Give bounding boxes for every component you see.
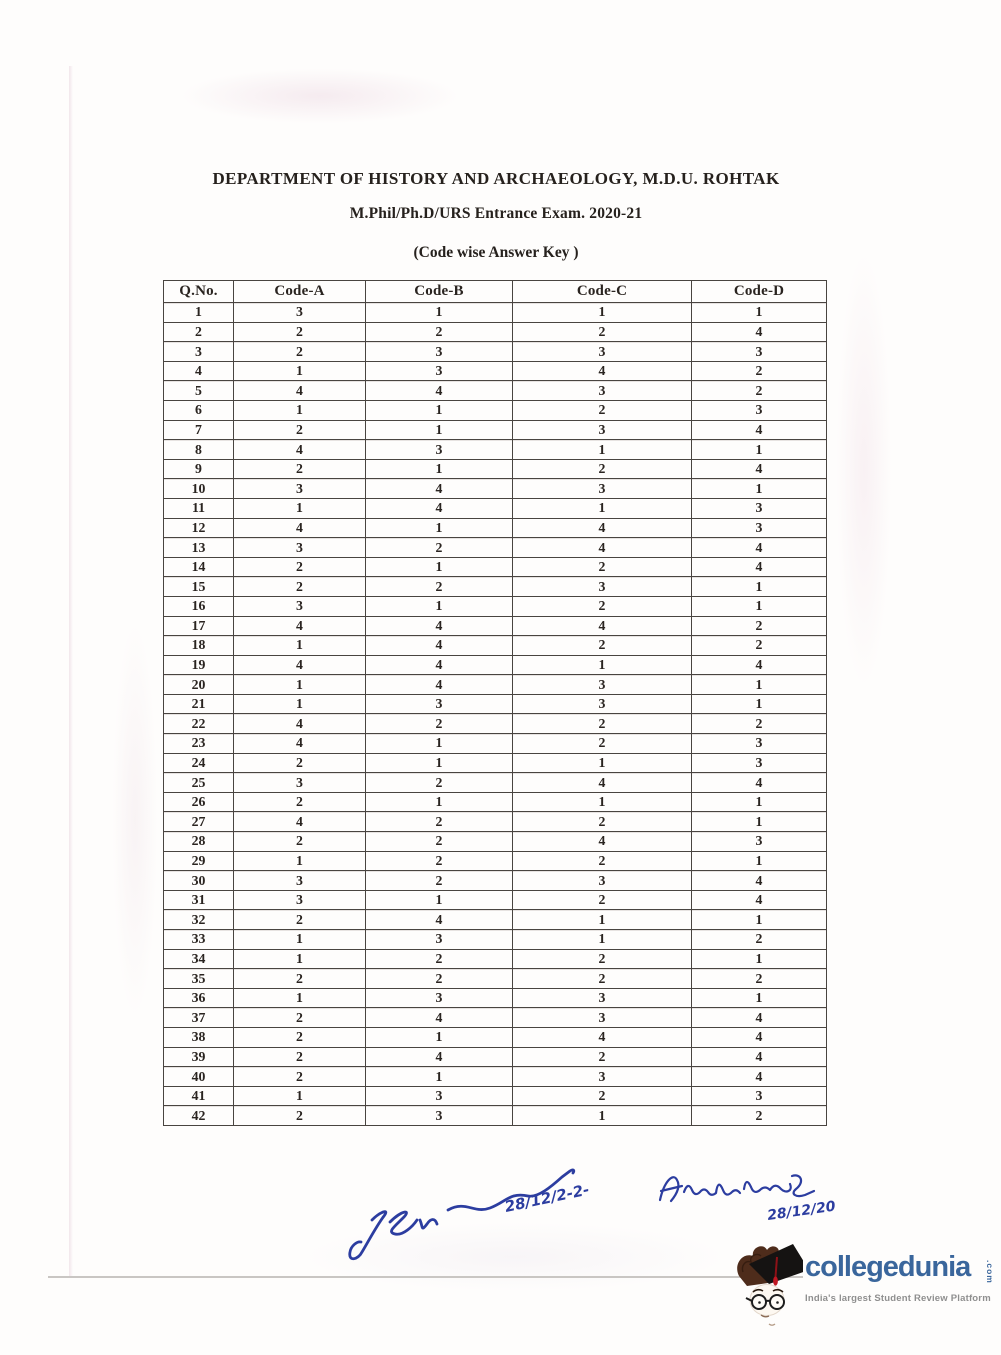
answer-cell: 4 — [692, 773, 827, 793]
table-row — [164, 1086, 827, 1106]
answer-cell: 4 — [366, 655, 513, 675]
answer-cell: 3 — [513, 871, 692, 891]
question-number-cell: 41 — [164, 1086, 234, 1106]
answer-cell: 1 — [366, 890, 513, 910]
question-number-cell: 24 — [164, 753, 234, 773]
answer-cell: 1 — [366, 1027, 513, 1047]
question-number-cell: 1 — [164, 303, 234, 323]
answer-cell: 4 — [234, 655, 366, 675]
answer-cell: 3 — [234, 303, 366, 323]
scan-smudge — [112, 620, 158, 1020]
answer-cell: 4 — [692, 871, 827, 891]
table-row — [164, 1047, 827, 1067]
question-number-cell: 11 — [164, 498, 234, 518]
answer-cell: 2 — [234, 322, 366, 342]
answer-cell: 3 — [513, 1008, 692, 1028]
answer-cell: 1 — [513, 303, 692, 323]
answer-cell: 4 — [513, 538, 692, 558]
answer-cell: 2 — [513, 851, 692, 871]
answer-cell: 1 — [513, 792, 692, 812]
question-number-cell: 32 — [164, 910, 234, 930]
answer-cell: 2 — [234, 1106, 366, 1126]
answer-cell: 2 — [234, 1008, 366, 1028]
left-signature-date: 28/12/2-2- — [503, 1180, 591, 1216]
question-number-cell: 36 — [164, 988, 234, 1008]
answer-cell: 3 — [366, 1086, 513, 1106]
answer-cell: 4 — [692, 1067, 827, 1087]
answer-cell: 1 — [692, 812, 827, 832]
answer-cell: 1 — [513, 910, 692, 930]
answer-cell: 1 — [234, 851, 366, 871]
table-row — [164, 498, 827, 518]
question-number-cell: 8 — [164, 440, 234, 460]
answer-cell: 3 — [234, 596, 366, 616]
answer-cell: 4 — [234, 812, 366, 832]
answer-cell: 1 — [513, 753, 692, 773]
answer-cell: 1 — [366, 420, 513, 440]
answer-cell: 2 — [366, 851, 513, 871]
column-header-code-d: Code-D — [692, 281, 827, 303]
answer-cell: 3 — [234, 538, 366, 558]
answer-cell: 1 — [234, 694, 366, 714]
answer-cell: 2 — [513, 1086, 692, 1106]
question-number-cell: 25 — [164, 773, 234, 793]
answer-cell: 3 — [234, 773, 366, 793]
question-number-cell: 13 — [164, 538, 234, 558]
answer-cell: 1 — [692, 910, 827, 930]
answer-cell: 2 — [366, 969, 513, 989]
table-row — [164, 361, 827, 381]
answer-cell: 4 — [366, 910, 513, 930]
answer-cell: 1 — [234, 988, 366, 1008]
question-number-cell: 7 — [164, 420, 234, 440]
answer-cell: 4 — [692, 1008, 827, 1028]
table-row — [164, 557, 827, 577]
answer-cell: 2 — [513, 1047, 692, 1067]
answer-cell: 2 — [692, 969, 827, 989]
answer-cell: 3 — [366, 361, 513, 381]
answer-cell: 1 — [234, 636, 366, 656]
exam-subtitle: M.Phil/Ph.D/URS Entrance Exam. 2020-21 — [349, 205, 643, 222]
question-number-cell: 29 — [164, 851, 234, 871]
answer-cell: 2 — [692, 381, 827, 401]
answer-cell: 1 — [366, 459, 513, 479]
answer-cell: 1 — [234, 400, 366, 420]
answer-cell: 3 — [692, 342, 827, 362]
answer-cell: 2 — [513, 734, 692, 754]
answer-cell: 4 — [692, 1047, 827, 1067]
table-row — [164, 479, 827, 499]
table-row — [164, 812, 827, 832]
column-header-code-c: Code-C — [513, 281, 692, 303]
answer-cell: 4 — [513, 616, 692, 636]
scan-smudge — [180, 68, 460, 124]
table-row — [164, 675, 827, 695]
answer-cell: 3 — [513, 988, 692, 1008]
question-number-cell: 40 — [164, 1067, 234, 1087]
table-row — [164, 753, 827, 773]
question-number-cell: 15 — [164, 577, 234, 597]
table-row — [164, 655, 827, 675]
answer-cell: 3 — [513, 694, 692, 714]
table-row — [164, 538, 827, 558]
table-row — [164, 459, 827, 479]
answer-cell: 2 — [513, 322, 692, 342]
logo-tagline: India's largest Student Review Platform — [805, 1293, 991, 1304]
answer-cell: 1 — [366, 596, 513, 616]
answer-cell: 1 — [234, 361, 366, 381]
answer-cell: 1 — [692, 851, 827, 871]
question-number-cell: 19 — [164, 655, 234, 675]
answer-cell: 2 — [234, 342, 366, 362]
answer-cell: 2 — [513, 812, 692, 832]
answer-cell: 2 — [366, 714, 513, 734]
answer-cell: 3 — [692, 498, 827, 518]
table-row — [164, 1008, 827, 1028]
answer-cell: 2 — [234, 910, 366, 930]
answer-cell: 2 — [234, 1067, 366, 1087]
answer-cell: 3 — [234, 479, 366, 499]
question-number-cell: 30 — [164, 871, 234, 891]
question-number-cell: 23 — [164, 734, 234, 754]
answer-cell: 2 — [234, 577, 366, 597]
answer-cell: 1 — [234, 930, 366, 950]
table-row — [164, 910, 827, 930]
table-row — [164, 400, 827, 420]
column-header-qno: Q.No. — [164, 281, 234, 303]
answer-cell: 1 — [234, 1086, 366, 1106]
answer-cell: 3 — [234, 890, 366, 910]
answer-cell: 3 — [692, 518, 827, 538]
answer-cell: 3 — [234, 871, 366, 891]
answer-cell: 2 — [692, 616, 827, 636]
table-row — [164, 1106, 827, 1126]
table-row — [164, 792, 827, 812]
answer-cell: 4 — [692, 557, 827, 577]
question-number-cell: 31 — [164, 890, 234, 910]
answer-cell: 2 — [513, 890, 692, 910]
answer-cell: 4 — [234, 734, 366, 754]
right-signature-scribble — [660, 1175, 814, 1201]
answer-cell: 2 — [234, 420, 366, 440]
answer-cell: 2 — [692, 930, 827, 950]
table-row — [164, 969, 827, 989]
table-row — [164, 773, 827, 793]
table-row — [164, 832, 827, 852]
question-number-cell: 6 — [164, 400, 234, 420]
answer-cell: 3 — [692, 400, 827, 420]
answer-cell: 3 — [366, 440, 513, 460]
answer-cell: 1 — [366, 557, 513, 577]
answer-cell: 2 — [366, 538, 513, 558]
question-number-cell: 38 — [164, 1027, 234, 1047]
answer-cell: 3 — [513, 577, 692, 597]
answer-cell: 3 — [513, 675, 692, 695]
answer-cell: 3 — [692, 734, 827, 754]
answer-cell: 4 — [513, 832, 692, 852]
question-number-cell: 2 — [164, 322, 234, 342]
answer-cell: 3 — [513, 1067, 692, 1087]
answer-cell: 2 — [513, 714, 692, 734]
column-header-code-a: Code-A — [234, 281, 366, 303]
answer-cell: 1 — [692, 988, 827, 1008]
question-number-cell: 37 — [164, 1008, 234, 1028]
table-row — [164, 596, 827, 616]
table-row — [164, 342, 827, 362]
answer-cell: 1 — [692, 303, 827, 323]
question-number-cell: 5 — [164, 381, 234, 401]
table-row — [164, 381, 827, 401]
answer-cell: 1 — [692, 440, 827, 460]
answer-cell: 2 — [513, 400, 692, 420]
answer-cell: 3 — [513, 381, 692, 401]
answer-cell: 3 — [366, 988, 513, 1008]
answer-cell: 1 — [692, 479, 827, 499]
table-header-row — [164, 281, 827, 303]
question-number-cell: 33 — [164, 930, 234, 950]
table-row — [164, 636, 827, 656]
answer-key-caption: (Code wise Answer Key ) — [413, 244, 579, 261]
question-number-cell: 42 — [164, 1106, 234, 1126]
answer-cell: 2 — [692, 1106, 827, 1126]
answer-cell: 3 — [692, 832, 827, 852]
table-row — [164, 890, 827, 910]
answer-cell: 2 — [234, 832, 366, 852]
answer-cell: 4 — [234, 381, 366, 401]
answer-cell: 2 — [234, 1027, 366, 1047]
answer-cell: 4 — [366, 498, 513, 518]
question-number-cell: 35 — [164, 969, 234, 989]
answer-cell: 1 — [513, 498, 692, 518]
answer-cell: 1 — [234, 675, 366, 695]
answer-cell: 4 — [692, 538, 827, 558]
answer-cell: 4 — [234, 518, 366, 538]
table-row — [164, 303, 827, 323]
answer-cell: 2 — [692, 361, 827, 381]
answer-cell: 2 — [234, 753, 366, 773]
table-row — [164, 420, 827, 440]
answer-cell: 2 — [234, 969, 366, 989]
answer-cell: 1 — [366, 303, 513, 323]
answer-cell: 3 — [366, 1106, 513, 1126]
question-number-cell: 17 — [164, 616, 234, 636]
answer-cell: 4 — [234, 440, 366, 460]
scan-smudge — [836, 250, 892, 690]
table-row — [164, 949, 827, 969]
answer-cell: 4 — [366, 1047, 513, 1067]
answer-cell: 3 — [366, 694, 513, 714]
answer-cell: 4 — [234, 616, 366, 636]
table-row — [164, 1067, 827, 1087]
question-number-cell: 14 — [164, 557, 234, 577]
answer-cell: 2 — [366, 812, 513, 832]
table-row — [164, 988, 827, 1008]
question-number-cell: 18 — [164, 636, 234, 656]
answer-cell: 4 — [692, 890, 827, 910]
question-number-cell: 12 — [164, 518, 234, 538]
answer-cell: 2 — [366, 871, 513, 891]
question-number-cell: 10 — [164, 479, 234, 499]
answer-cell: 2 — [366, 832, 513, 852]
table-row — [164, 322, 827, 342]
answer-cell: 2 — [513, 949, 692, 969]
table-row — [164, 930, 827, 950]
table-row — [164, 694, 827, 714]
answer-cell: 2 — [234, 557, 366, 577]
answer-cell: 2 — [366, 773, 513, 793]
answer-cell: 2 — [234, 792, 366, 812]
answer-cell: 1 — [366, 792, 513, 812]
answer-cell: 1 — [366, 753, 513, 773]
answer-cell: 1 — [692, 675, 827, 695]
answer-cell: 3 — [692, 1086, 827, 1106]
answer-cell: 3 — [366, 930, 513, 950]
answer-cell: 4 — [366, 616, 513, 636]
page-title: DEPARTMENT OF HISTORY AND ARCHAEOLOGY, M.D.U. ROHTAK — [212, 169, 780, 188]
answer-cell: 4 — [513, 773, 692, 793]
question-number-cell: 27 — [164, 812, 234, 832]
table-row — [164, 871, 827, 891]
answer-cell: 2 — [513, 596, 692, 616]
answer-cell: 4 — [692, 655, 827, 675]
question-number-cell: 16 — [164, 596, 234, 616]
answer-cell: 1 — [692, 792, 827, 812]
answer-cell: 1 — [366, 518, 513, 538]
answer-cell: 4 — [366, 381, 513, 401]
answer-cell: 2 — [513, 459, 692, 479]
answer-cell: 4 — [692, 459, 827, 479]
question-number-cell: 21 — [164, 694, 234, 714]
logo-wordmark: collegedunia — [803, 1251, 973, 1286]
column-header-code-b: Code-B — [366, 281, 513, 303]
answer-cell: 1 — [692, 577, 827, 597]
answer-cell: 2 — [234, 1047, 366, 1067]
answer-cell: 4 — [513, 518, 692, 538]
answer-cell: 2 — [366, 577, 513, 597]
answer-cell: 1 — [513, 1106, 692, 1126]
answer-cell: 3 — [366, 342, 513, 362]
answer-cell: 4 — [366, 1008, 513, 1028]
answer-cell: 1 — [513, 440, 692, 460]
answer-cell: 2 — [366, 949, 513, 969]
answer-cell: 2 — [513, 636, 692, 656]
answer-cell: 1 — [366, 734, 513, 754]
table-row — [164, 440, 827, 460]
question-number-cell: 3 — [164, 342, 234, 362]
answer-cell: 1 — [366, 1067, 513, 1087]
right-signature-date: 28/12/20 — [766, 1198, 837, 1224]
question-number-cell: 22 — [164, 714, 234, 734]
answer-cell: 4 — [692, 1027, 827, 1047]
question-number-cell: 9 — [164, 459, 234, 479]
answer-key-table — [163, 280, 827, 1126]
answer-cell: 2 — [692, 636, 827, 656]
answer-cell: 3 — [513, 420, 692, 440]
question-number-cell: 4 — [164, 361, 234, 381]
answer-cell: 2 — [366, 322, 513, 342]
answer-cell: 1 — [513, 930, 692, 950]
table-row — [164, 616, 827, 636]
question-number-cell: 39 — [164, 1047, 234, 1067]
question-number-cell: 26 — [164, 792, 234, 812]
answer-cell: 4 — [366, 636, 513, 656]
table-row — [164, 577, 827, 597]
collegedunia-mascot-icon — [733, 1242, 813, 1328]
answer-cell: 1 — [366, 400, 513, 420]
answer-cell: 4 — [366, 675, 513, 695]
answer-cell: 2 — [692, 714, 827, 734]
left-signature-scribble — [350, 1170, 574, 1259]
table-row — [164, 714, 827, 734]
question-number-cell: 20 — [164, 675, 234, 695]
answer-cell: 2 — [513, 557, 692, 577]
question-number-cell: 28 — [164, 832, 234, 852]
answer-cell: 1 — [234, 498, 366, 518]
answer-cell: 4 — [513, 361, 692, 381]
answer-cell: 4 — [513, 1027, 692, 1047]
answer-cell: 1 — [513, 655, 692, 675]
answer-cell: 3 — [513, 479, 692, 499]
answer-cell: 4 — [366, 479, 513, 499]
answer-cell: 3 — [513, 342, 692, 362]
table-row — [164, 734, 827, 754]
table-row — [164, 518, 827, 538]
answer-cell: 1 — [692, 949, 827, 969]
answer-cell: 2 — [234, 459, 366, 479]
answer-cell: 1 — [692, 596, 827, 616]
table-row — [164, 851, 827, 871]
question-number-cell: 34 — [164, 949, 234, 969]
answer-cell: 1 — [234, 949, 366, 969]
answer-cell: 4 — [692, 322, 827, 342]
answer-cell: 1 — [692, 694, 827, 714]
answer-cell: 4 — [234, 714, 366, 734]
answer-cell: 2 — [513, 969, 692, 989]
answer-cell: 3 — [692, 753, 827, 773]
answer-cell: 4 — [692, 420, 827, 440]
logo-domain-suffix: .com — [985, 1260, 995, 1284]
answer-table-body — [164, 303, 827, 1126]
table-row — [164, 1027, 827, 1047]
